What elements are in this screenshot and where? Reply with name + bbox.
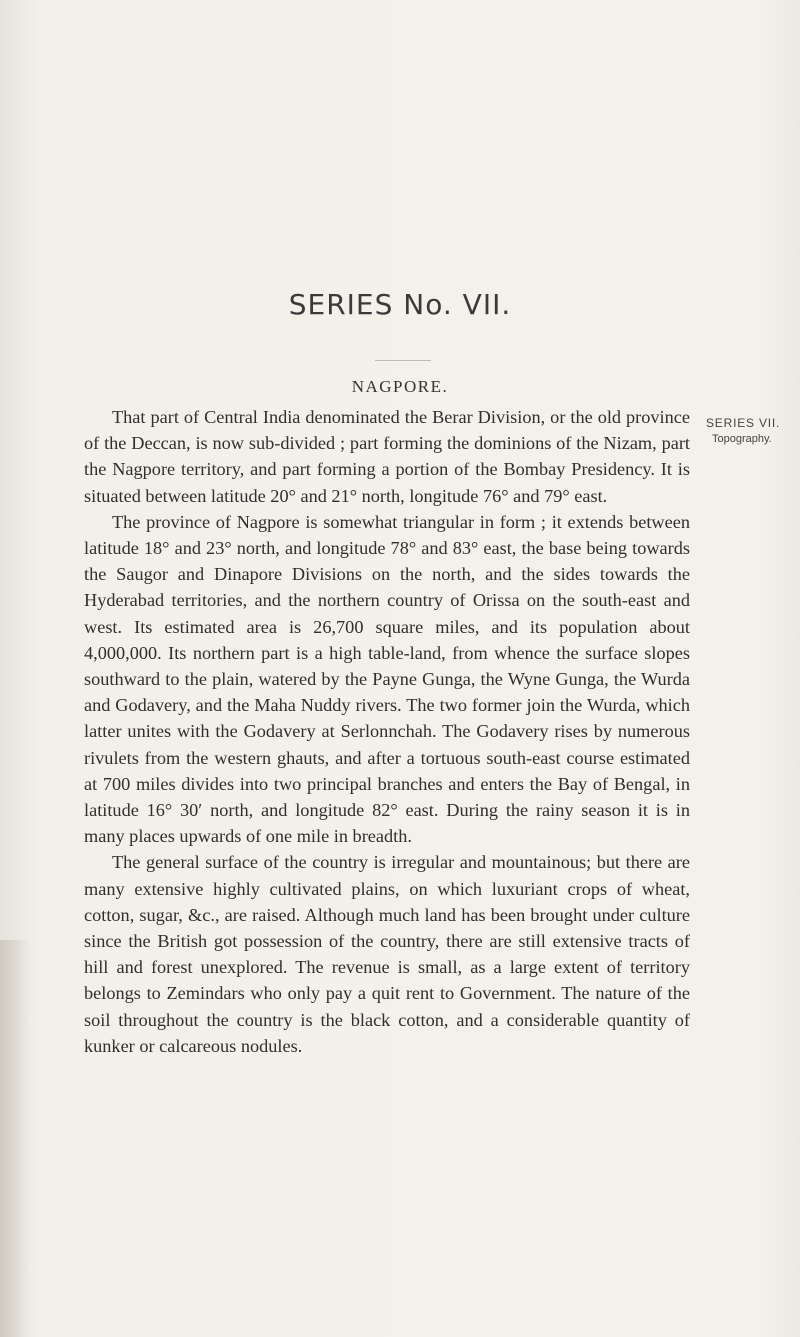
paragraph-province: The province of Nagpore is somewhat triangular in form ; it extends between latitude 18° and 23° north, and longitude 78° and 83° east, the base being towards the Saugor and Dinapore Divisions on the north, and the sides towards the Hyderabad territories, and the northern country of Orissa on the south-east and west. Its estimated area is 26,700 square miles, and its population about 4,000,000. Its northern part is a high table-land, from whence the surface slopes southward to the plain, watered by the Payne Gunga, the Wyne Gunga, the Wurda and Godavery, and the Maha Nuddy rivers. The two former join the Wurda, which latter unites with the Godavery at Serlonnchah. The Godavery rises by numerous rivulets from the western ghauts, and after a tortuous south-east course estimated at 700 miles divides into two principal branches and enters the Bay of Bengal, in latitude 16° 30′ north, and longitude 82° east. During the rainy season it is in many places upwards of one mile in breadth.: [84, 511, 690, 847]
paragraph-surface: The general surface of the country is irregular and mountainous; but there are many extensive highly cultivated plains, on which luxuriant crops of wheat, cotton, sugar, &c., are raised. Although much land has been brought under culture since the British got possession of the country, there are still extensive tracts of hill and forest unexplored. The revenue is small, as a large extent of territory belongs to Zemindars who only pay a quit rent to Government. The nature of the soil throughout the country is the black cotton, and a considerable quantity of kunker or calcareous nodules.: [84, 852, 690, 1056]
margin-note-series: SERIES VII.: [706, 416, 781, 430]
page-edge-shadow: [0, 940, 30, 1337]
body-text: [84, 404, 690, 1059]
series-heading: SERIES No. VII.: [288, 288, 512, 321]
heading-divider: [375, 360, 431, 361]
paragraph-intro: That part of Central India denominated the Berar Division, or the old province of the Deccan, is now sub-divided ; part forming the dominions of the Nizam, part the Nagpore territory, and part forming a portion of the Bombay Presidency. It is situated between latitude 20° and 21° north, longitude 76° and 79° east.: [84, 407, 690, 506]
section-heading: NAGPORE.: [351, 377, 449, 396]
margin-note-topic: Topography.: [712, 433, 772, 445]
